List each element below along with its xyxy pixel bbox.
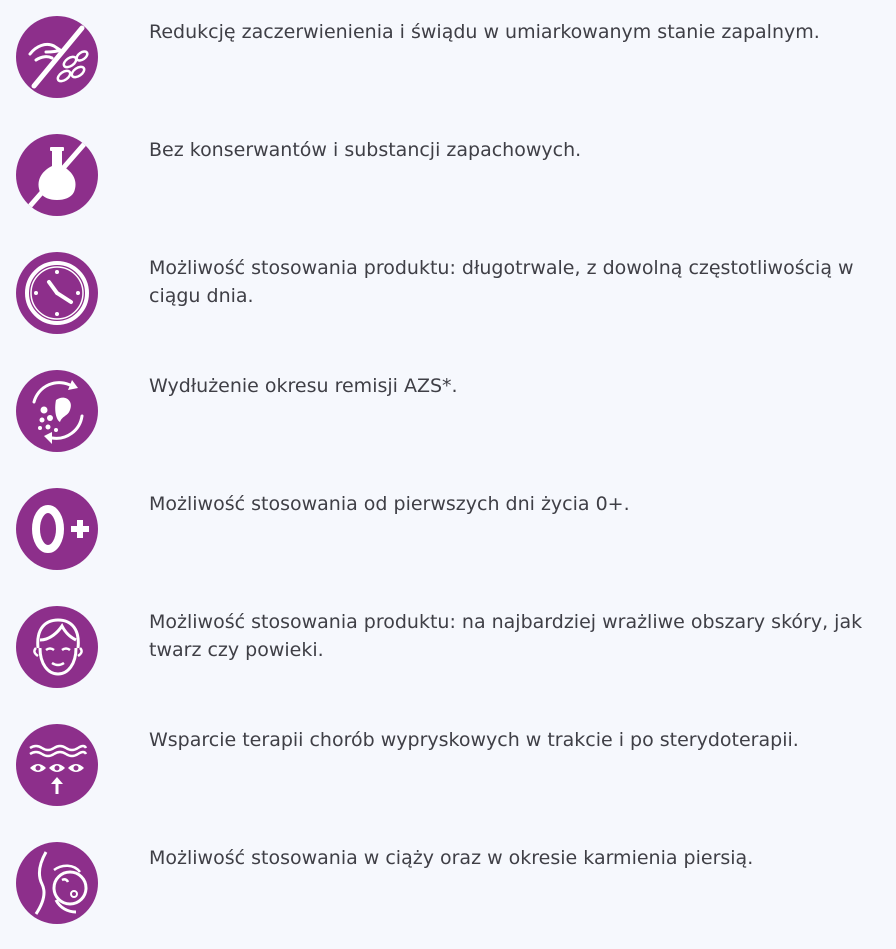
benefit-text: Wydłużenie okresu remisji AZS*. (149, 375, 458, 397)
skin-layers-icon (16, 724, 98, 806)
pregnancy-breastfeeding-icon (16, 842, 98, 924)
benefit-text: Możliwość stosowania produktu: długotrwale, z dowolną częstotliwością w ciągu dnia. (149, 257, 854, 307)
no-preservatives-flask-icon (16, 134, 98, 216)
benefit-text: Redukcję zaczerwienienia i świądu w umiarkowanym stanie zapalnym. (149, 21, 820, 43)
benefit-text: Możliwość stosowania w ciąży oraz w okresie karmienia piersią. (149, 847, 754, 869)
benefit-text: Bez konserwantów i substancji zapachowych. (149, 139, 582, 161)
clock-icon (16, 252, 98, 334)
benefit-text: Możliwość stosowania produktu: na najbardziej wrażliwe obszary skóry, jak twarz czy powieki. (149, 611, 863, 661)
benefit-text: Możliwość stosowania od pierwszych dni życia 0+. (149, 493, 630, 515)
benefit-text: Wsparcie terapii chorób wypryskowych w trakcie i po sterydoterapii. (149, 729, 799, 751)
redness-itch-reduction-icon (16, 16, 98, 98)
zero-plus-icon (16, 488, 98, 570)
face-icon (16, 606, 98, 688)
remission-cycle-icon (16, 370, 98, 452)
